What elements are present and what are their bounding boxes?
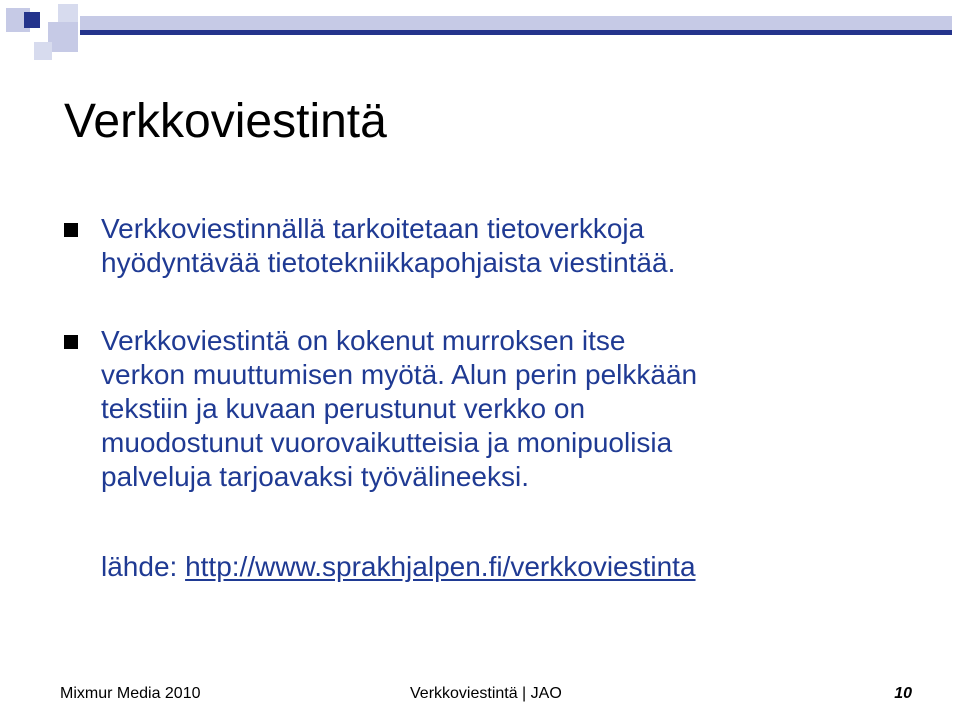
square-bullet-icon	[64, 223, 78, 237]
footer-title: Verkkoviestintä | JAO	[410, 685, 562, 702]
source-line	[101, 550, 696, 584]
bullet-line: palveluja tarjoavaksi työvälineeksi.	[101, 461, 529, 492]
bullet-line: muodostunut vuorovaikutteisia ja monipuolisia	[101, 427, 673, 458]
bullet-line: Verkkoviestintä on kokenut murroksen itse	[101, 325, 626, 356]
decor-square-light-2	[58, 4, 78, 24]
bullet-list	[64, 212, 944, 494]
header-decoration	[0, 0, 960, 70]
footer-organization: Mixmur Media 2010	[60, 685, 201, 702]
header-bar-dark	[80, 30, 952, 35]
bullet-line: verkon muuttumisen myötä. Alun perin pelkkään	[101, 359, 698, 390]
source-link[interactable]: http://www.sprakhjalpen.fi/verkkoviestinta	[185, 551, 696, 582]
slide-title: Verkkoviestintä	[64, 95, 387, 148]
bullet-line: hyödyntävää tietotekniikkapohjaista viestintää.	[101, 247, 676, 278]
bullet-item-evolution	[64, 324, 944, 494]
page-number: 10	[894, 685, 912, 702]
header-bar-light	[80, 16, 952, 30]
source-label: lähde:	[101, 551, 186, 582]
decor-square-light-3	[48, 22, 78, 52]
decor-square-light-4	[34, 42, 52, 60]
square-bullet-icon	[64, 335, 78, 349]
decor-square-dark-1	[24, 12, 40, 28]
bullet-line: Verkkoviestinnällä tarkoitetaan tietoverkkoja	[101, 213, 645, 244]
slide-footer	[0, 682, 960, 710]
bullet-line: tekstiin ja kuvaan perustunut verkko on	[101, 393, 586, 424]
bullet-item-definition	[64, 212, 944, 280]
